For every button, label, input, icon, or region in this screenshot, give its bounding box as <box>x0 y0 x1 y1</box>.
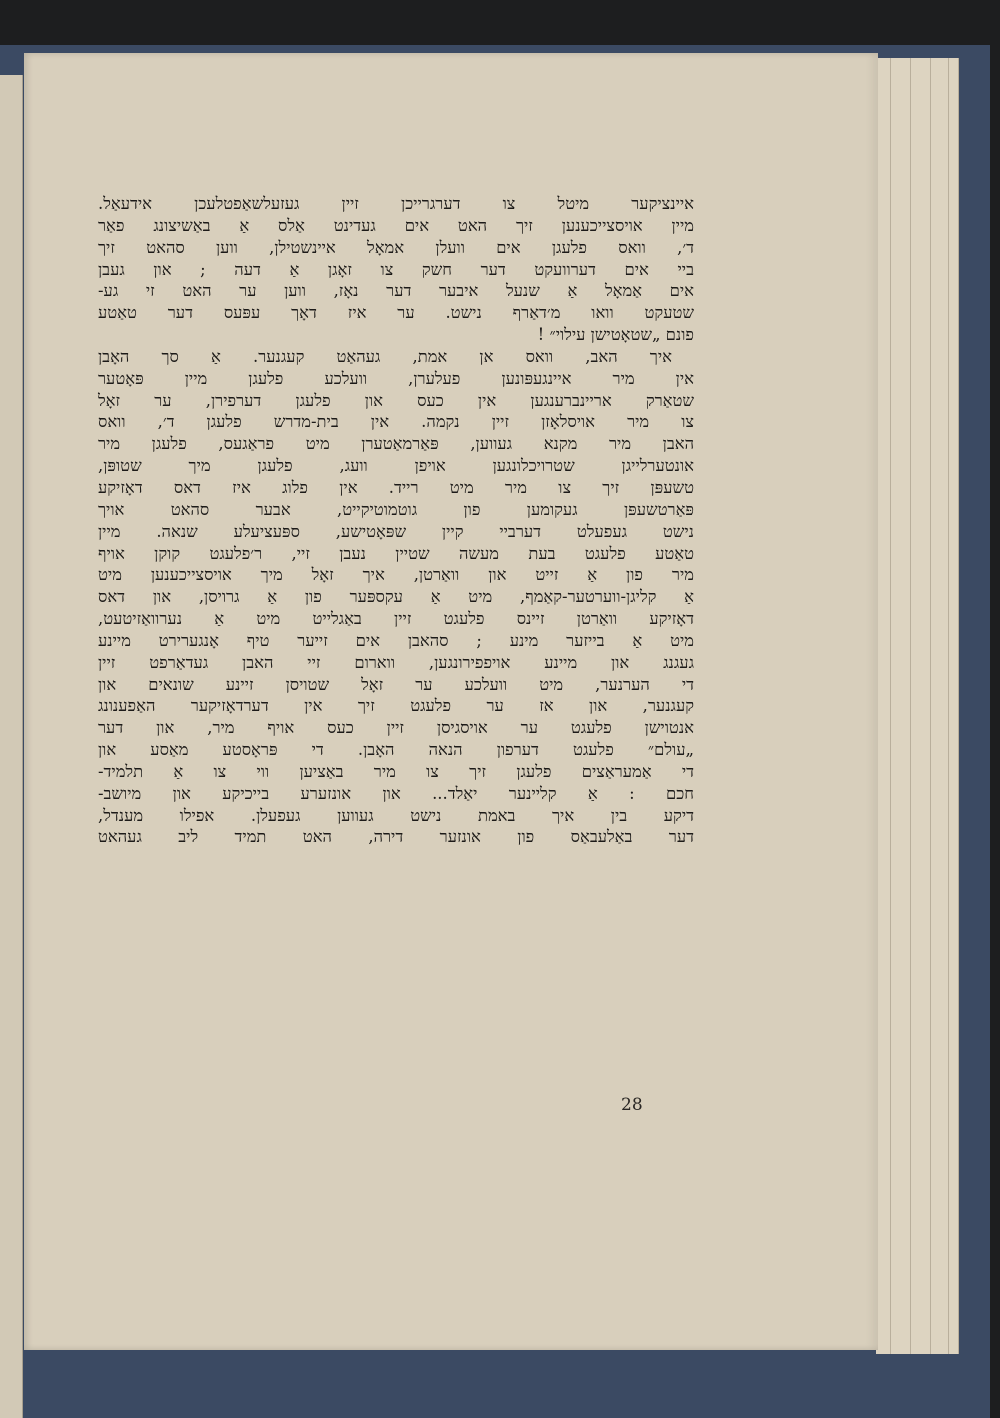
page-edge-stack <box>890 58 911 1354</box>
page-number: 28 <box>621 1095 643 1115</box>
page-edge-stack <box>948 58 959 1354</box>
text-line: מיר פון אַ זייט און וואַרטן, איך זאָל מיך אויסצייכענען מיט <box>98 565 694 585</box>
text-line: איינציקער מיטל צו דערגרייכן זיין געזעלשאַפטלעכן אידעאַל. <box>98 194 694 213</box>
text-line: אנטוישן פלעגט ער אויסגיסן זיין כעס אויף מיר, און דער <box>98 718 694 738</box>
text-line: אין מיר איינגעפּונען פעלערן, וועלכע פלעגן מיין פּאָטער <box>98 368 694 388</box>
text-line: געגנג און מיינע אויפפירונגען, ווארום זיי האבן געדאַרפט זיין <box>98 652 694 672</box>
text-line: טאַטע פלעגט בעת מעשה שטיין נעבן זיי, ר׳פלעגט קוקן אויף <box>98 543 694 563</box>
page-edge-stack <box>910 58 931 1354</box>
text-line: נישט געפעלט דערביי קיין שפּאָטישע, ספּעציעלע שנאה. מיין <box>98 521 694 541</box>
page-text <box>98 193 694 848</box>
text-line: פונם „שטאָטישן עילוי״ ! <box>537 325 694 345</box>
paragraph <box>98 193 694 346</box>
text-line: מיין אויסצייכענען זיך האט אים געדינט אַלס אַ באַשיצונג פאַר <box>98 215 694 235</box>
text-line: ד׳, וואס פלעגן אים וועלן אמאָל איינשטילן, ווען סהאט זיך <box>98 237 694 257</box>
page-edge-stack <box>930 58 949 1354</box>
text-line: האבן מיר מקנא געווען, פּאַרמאַטערן מיט פראַגעס, פלעגן מיר <box>98 434 694 454</box>
text-line: צו מיר אויסלאָזן זיין נקמה. אין בית-מדרש פלעגן ד׳, וואס <box>98 412 694 432</box>
page-edge-stack <box>876 58 891 1354</box>
text-line: קעגנער, און אז ער פלעגט זיך אין דערדאָזיקער האַפענונג <box>98 696 694 716</box>
text-line: דער באַלעבאַס פון אונזער דירה, האט תמיד ליב געהאט <box>98 827 694 847</box>
text-line: אונטערלייגן שטרויכלונגען אויפן וועג, פלעגן מיך שטופּן, <box>98 456 694 476</box>
text-line: די אַמעראַצים פלעגן זיך צו מיר באַציען ווי צו אַ תלמיד- <box>98 761 694 781</box>
text-line: דיקע בין איך באמת נישט געווען געפעלן. אפילו מענדל, <box>98 805 694 825</box>
text-line: מיט אַ בייזער מינע ; סהאבן אים זייער טיף אָנגערירט מיינע <box>98 630 694 650</box>
text-line: די הערנער, מיט וועלכע ער זאָל שטויסן זיינע שונאים און <box>98 674 694 694</box>
text-line: שטאַרק אריינברענגען אין כעס און פלעגן דערפירן, ער זאָל <box>98 390 694 410</box>
text-line: ביי אים דערוועקט דער חשק צו זאָגן אַ דעה ; און געבן <box>98 259 694 279</box>
text-line: חכם : אַ קליינער יאַלד... און אונזערע בייכיקע און מיושב- <box>98 783 694 803</box>
text-line: אים אַמאָל אַ שנעל איבער דער נאָז, ווען ער האט זי גע- <box>98 281 694 301</box>
text-line: איך האב, וואס אן אמת, געהאַט קעגנער. אַ סך האָבן <box>98 346 672 366</box>
text-line: אַ קליגן-ווערטער-קאַמף, מיט אַ עקספּער פון אַ גרויסן, און דאס <box>98 587 694 607</box>
book-page <box>24 53 878 1350</box>
text-line: פּאַרטשעפּן געקומען פון גוטמוטיקייט, אבער סהאט אויך <box>98 499 694 519</box>
text-line: דאָזיקע וואַרטן זיינס פלעגט זיין באַגלייט מיט אַ נערוואַזיטעט, <box>98 609 694 629</box>
text-line: טשעפּן זיך צו מיר מיט רייד. אין פלוג איז דאס דאָזיקע <box>98 477 694 497</box>
text-line: „עולם״ פלעגט דערפון הנאה האָבן. די פּראָסטע מאַסע און <box>98 740 694 760</box>
text-line: שטעקט וואו מ׳דאַרף נישט. ער איז דאָך עפּעס דער טאַטע <box>98 303 694 323</box>
paragraph <box>98 346 694 848</box>
left-page-edge <box>0 75 23 1418</box>
